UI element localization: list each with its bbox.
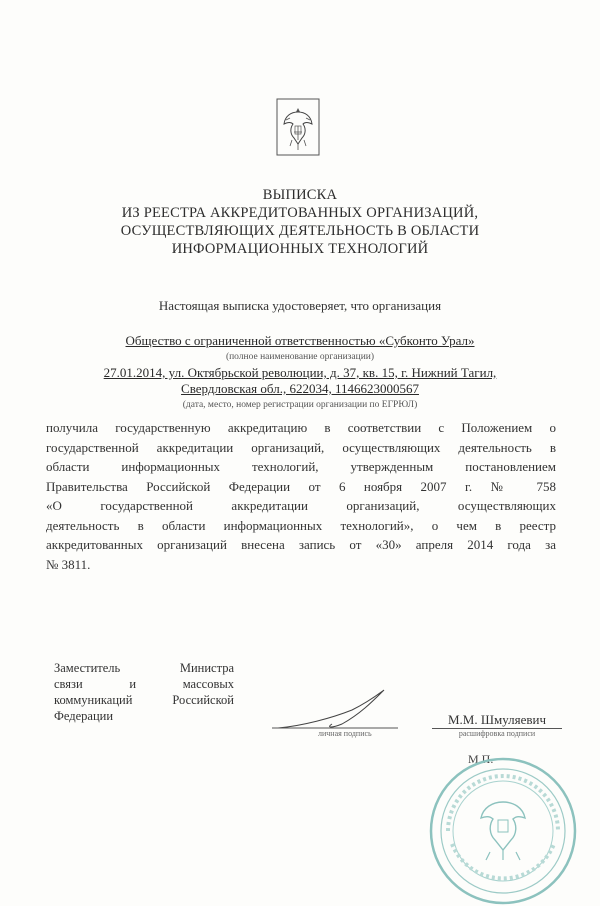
registration-caption: (дата, место, номер регистрации организации по ЕГРЮЛ) [182, 400, 418, 410]
body-line: № 3811. [46, 556, 91, 572]
title-line: ИНФОРМАЦИОННЫХ ТЕХНОЛОГИЙ [171, 241, 429, 257]
body-line: области информационных технологий, утвержденным постановлением [46, 459, 556, 474]
signatory-name: М.М. Шмуляевич [432, 712, 562, 729]
organization-block [50, 333, 550, 413]
organization-name-caption: (полное наименование организации) [225, 352, 375, 362]
body-line: Правительства Российской Федерации от 6 ноября 2007 г. № 758 [46, 478, 556, 494]
stamp-place-label: М.П. [468, 752, 494, 766]
title-line: ВЫПИСКА [262, 187, 338, 203]
body-line: «О государственной аккредитации организаций, осуществляющих [46, 498, 556, 513]
position-line: коммуникаций Российской [54, 693, 234, 707]
document-title [0, 186, 600, 258]
body-line: государственной аккредитации организаций, осуществляющих деятельность в [46, 439, 556, 455]
position-line: Заместитель Министра [54, 661, 234, 675]
body-paragraph [46, 418, 556, 574]
official-seal [428, 756, 578, 906]
organization-name: Общество с ограниченной ответственностью «Субконто Урал» [125, 333, 475, 348]
title-line: ОСУЩЕСТВЛЯЮЩИХ ДЕЯТЕЛЬНОСТЬ В ОБЛАСТИ [120, 223, 480, 239]
title-line: ИЗ РЕЕСТРА АККРЕДИТОВАННЫХ ОРГАНИЗАЦИЙ, [121, 205, 479, 221]
body-line: аккредитованных организаций внесена запись от «30» апреля 2014 года за [46, 537, 556, 552]
body-line: получила государственную аккредитацию в соответствии с Положением о [46, 420, 556, 435]
signature-caption: личная подпись [318, 729, 372, 738]
position-line: связи и массовых [54, 677, 234, 691]
signatory-position [54, 660, 234, 724]
registration-line: 27.01.2014, ул. Октябрьской революции, д. 37, кв. 15, г. Нижний Тагил, [103, 365, 497, 380]
position-line: Федерации [54, 709, 114, 723]
intro-text: Настоящая выписка удостоверяет, что организация [158, 298, 442, 313]
signature-stroke [272, 688, 402, 748]
coat-of-arms-icon [276, 98, 320, 156]
body-line: деятельность в области информационных технологий», о чем в реестр [46, 517, 556, 533]
signatory-name-caption: расшифровка подписи [458, 729, 536, 738]
registration-line: Свердловская обл., 622034, 1146623000567 [181, 381, 419, 396]
